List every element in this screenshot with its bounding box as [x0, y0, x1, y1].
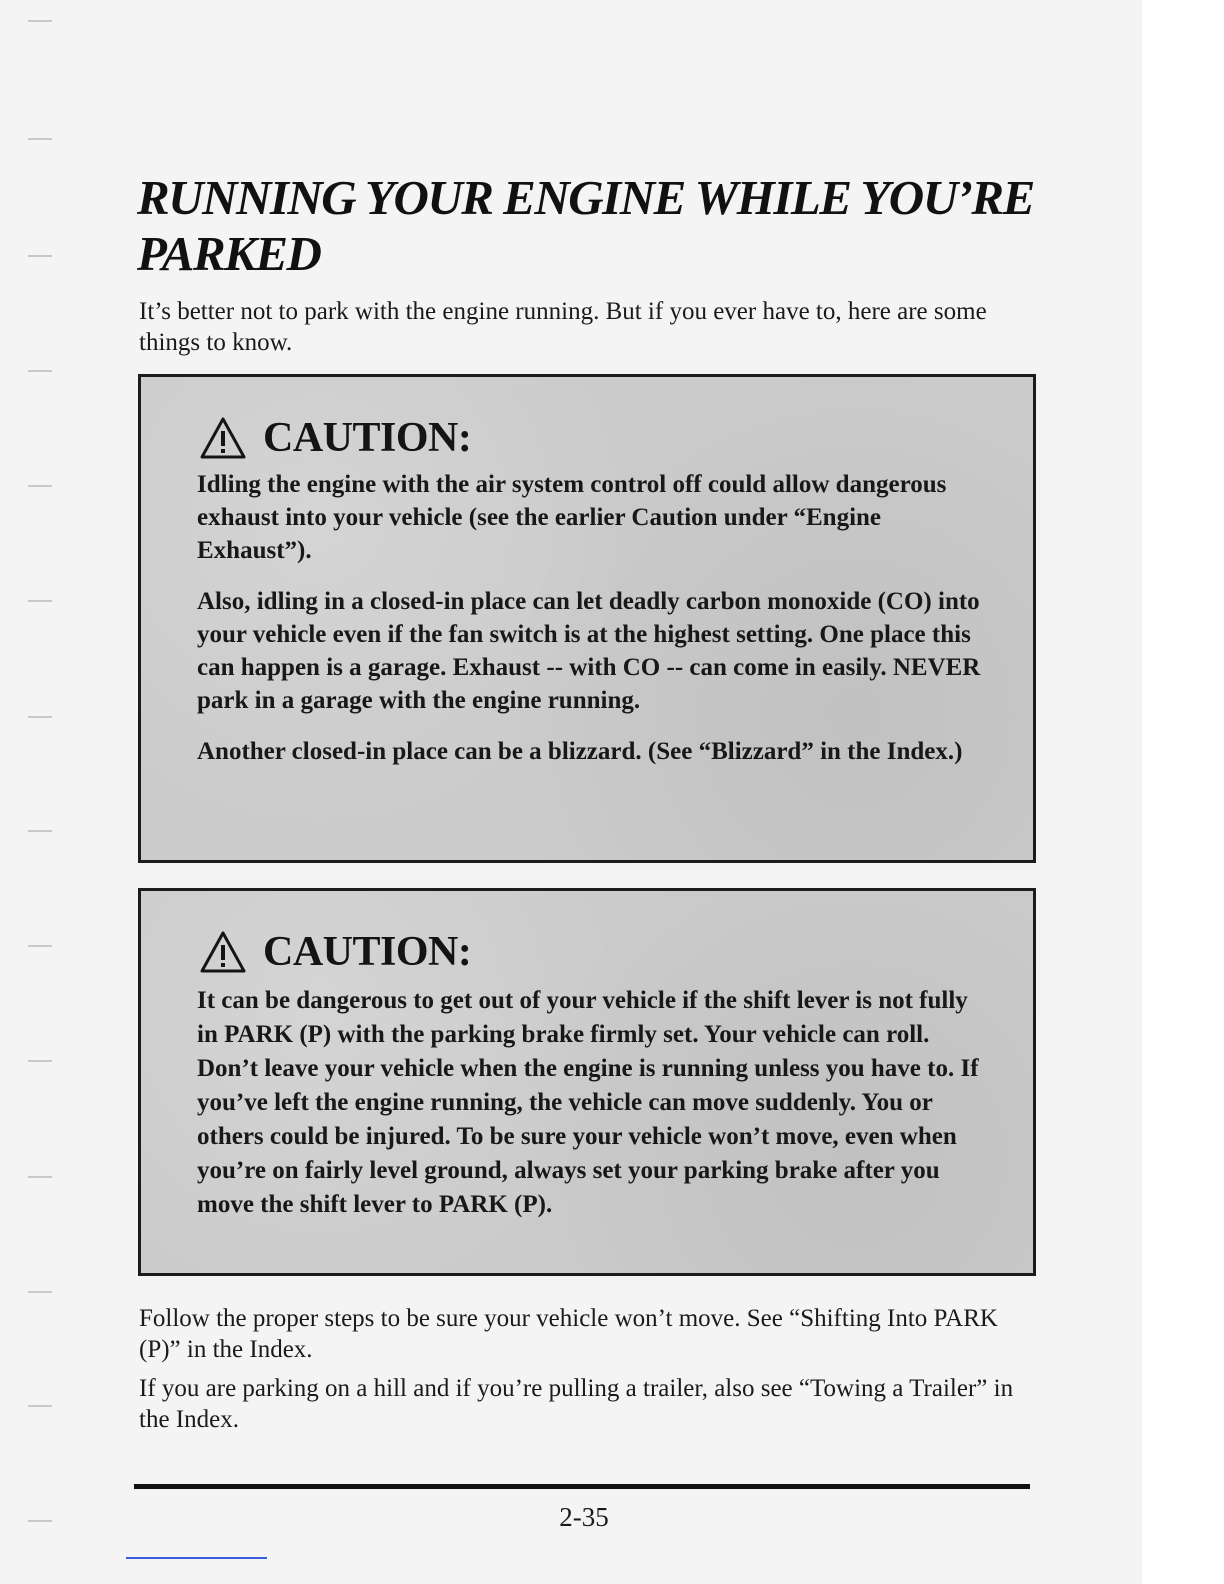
- caution-body: [197, 468, 985, 786]
- page-number: 2-35: [559, 1502, 609, 1532]
- footer-rule: [134, 1484, 1030, 1489]
- margin-tick: [28, 1176, 52, 1178]
- margin-tick: [28, 830, 52, 832]
- margin-tick: [28, 945, 52, 947]
- caution-body: [197, 984, 985, 1240]
- caution-header: [199, 413, 471, 463]
- bottom-underline: [126, 1557, 267, 1559]
- caution-box-exhaust: [138, 374, 1036, 863]
- follow-paragraph: If you are parking on a hill and if you’re pulling a trailer, also see “Towing a Trailer” in the Index.: [139, 1375, 1014, 1433]
- margin-tick: [28, 370, 52, 372]
- page-title: RUNNING YOUR ENGINE WHILE YOU’RE PARKED: [137, 170, 1034, 281]
- margin-tick: [28, 1291, 52, 1293]
- warning-triangle-icon: [199, 416, 247, 460]
- warning-triangle-icon: [199, 930, 247, 974]
- margin-tick: [28, 716, 52, 718]
- margin-tick: [28, 20, 52, 22]
- caution-paragraph: Idling the engine with the air system control off could allow dangerous exhaust into your vehicle (see the earlier Caution under “Engine Exhaust”).: [197, 471, 947, 564]
- margin-tick: [28, 138, 52, 140]
- caution-box-shift-lever: [138, 888, 1036, 1276]
- margin-tick: [28, 600, 52, 602]
- caution-paragraph: Also, idling in a closed-in place can let deadly carbon monoxide (CO) into your vehicle even if the fan switch is at the highest setting. One place this can happen is a garage. Exhaust -- with CO -- can come in easily. NEVER park in a garage with the engine running.: [197, 588, 981, 714]
- intro-paragraph: It’s better not to park with the engine running. But if you ever have to, here are some things to know.: [139, 298, 987, 356]
- caution-paragraph: It can be dangerous to get out of your vehicle if the shift lever is not fully in PARK (P) with the parking brake firmly set. Your vehicle can roll. Don’t leave your vehicle when the engine is running unless you have to. If you’ve left the engine running, the vehicle can move suddenly. You or others could be injured. To be sure your vehicle won’t move, even when you’re on fairly level ground, always set your parking brake after you move the shift lever to PARK (P).: [197, 987, 979, 1218]
- margin-tick: [28, 1060, 52, 1062]
- margin-tick-marks: [28, 0, 56, 1584]
- margin-tick: [28, 1405, 52, 1407]
- caution-header: [199, 927, 471, 977]
- caution-label: CAUTION:: [263, 929, 472, 975]
- caution-paragraph: Another closed-in place can be a blizzard. (See “Blizzard” in the Index.): [197, 738, 963, 765]
- margin-tick: [28, 255, 52, 257]
- caution-label: CAUTION:: [263, 415, 472, 461]
- margin-tick: [28, 485, 52, 487]
- follow-paragraph: Follow the proper steps to be sure your vehicle won’t move. See “Shifting Into PARK (P)” in the Index.: [139, 1305, 998, 1363]
